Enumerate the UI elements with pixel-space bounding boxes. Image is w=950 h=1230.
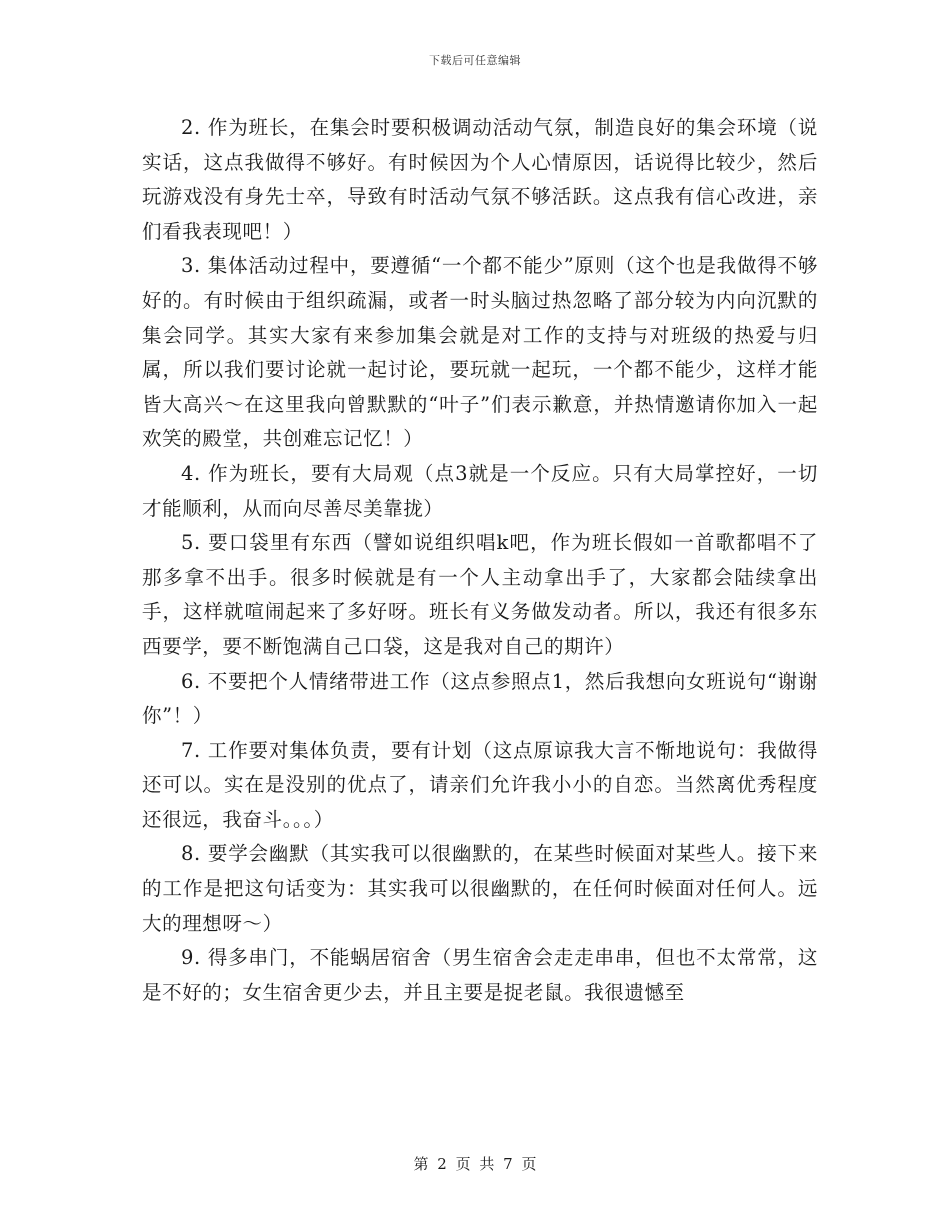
page-number: 第 2 页 共 7 页 [413, 1155, 537, 1173]
paragraph-2: 2. 作为班长，在集会时要积极调动活动气氛，制造良好的集会环境（说实话，这点我做得不够好。有时候因为个人心情原因，话说得比较少，然后玩游戏没有身先士卒，导致有时活动气氛不够活跃。这点我有信心改进，亲们看我表现吧！） [142, 116, 818, 243]
paragraph-8: 8. 要学会幽默（其实我可以很幽默的，在某些时候面对某些人。接下来的工作是把这句话变为：其实我可以很幽默的，在任何时候面对任何人。远大的理想呀～） [142, 842, 818, 935]
paragraph-9: 9. 得多串门，不能蜗居宿舍（男生宿舍会走走串串，但也不太常常，这是不好的；女生宿舍更少去，并且主要是捉老鼠。我很遗憾至 [142, 946, 818, 1004]
paragraph-5: 5. 要口袋里有东西（譬如说组织唱k吧，作为班长假如一首歌都唱不了那多拿不出手。很多时候就是有一个人主动拿出手了，大家都会陆续拿出手，这样就喧闹起来了多好呀。班长有义务做发动者。所以，我还有很多东西要学，要不断饱满自己口袋，这是我对自己的期许） [142, 531, 818, 658]
paragraph-6: 6. 不要把个人情绪带进工作（这点参照点1，然后我想向女班说句“谢谢你”！） [142, 669, 818, 728]
paragraph-4: 4. 作为班长，要有大局观（点3就是一个反应。只有大局掌控好，一切才能顺利，从而向尽善尽美靠拢） [142, 461, 818, 520]
document-body [142, 111, 818, 1010]
page-header-note: 下载后可任意编辑 [429, 54, 521, 67]
paragraph-7: 7. 工作要对集体负责，要有计划（这点原谅我大言不惭地说句：我做得还可以。实在是没别的优点了，请亲们允许我小小的自恋。当然离优秀程度还很远，我奋斗。。。） [142, 738, 818, 831]
paragraph-3: 3. 集体活动过程中，要遵循“一个都不能少”原则（这个也是我做得不够好的。有时候由于组织疏漏，或者一时头脑过热忽略了部分较为内向沉默的集会同学。其实大家有来参加集会就是对工作的支持与对班级的热爱与归属，所以我们要讨论就一起讨论，要玩就一起玩，一个都不能少，这样才能皆大高兴～在这里我向曾默默的“叶子”们表示歉意，并热情邀请你加入一起欢笑的殿堂，共创难忘记忆！） [142, 254, 818, 451]
